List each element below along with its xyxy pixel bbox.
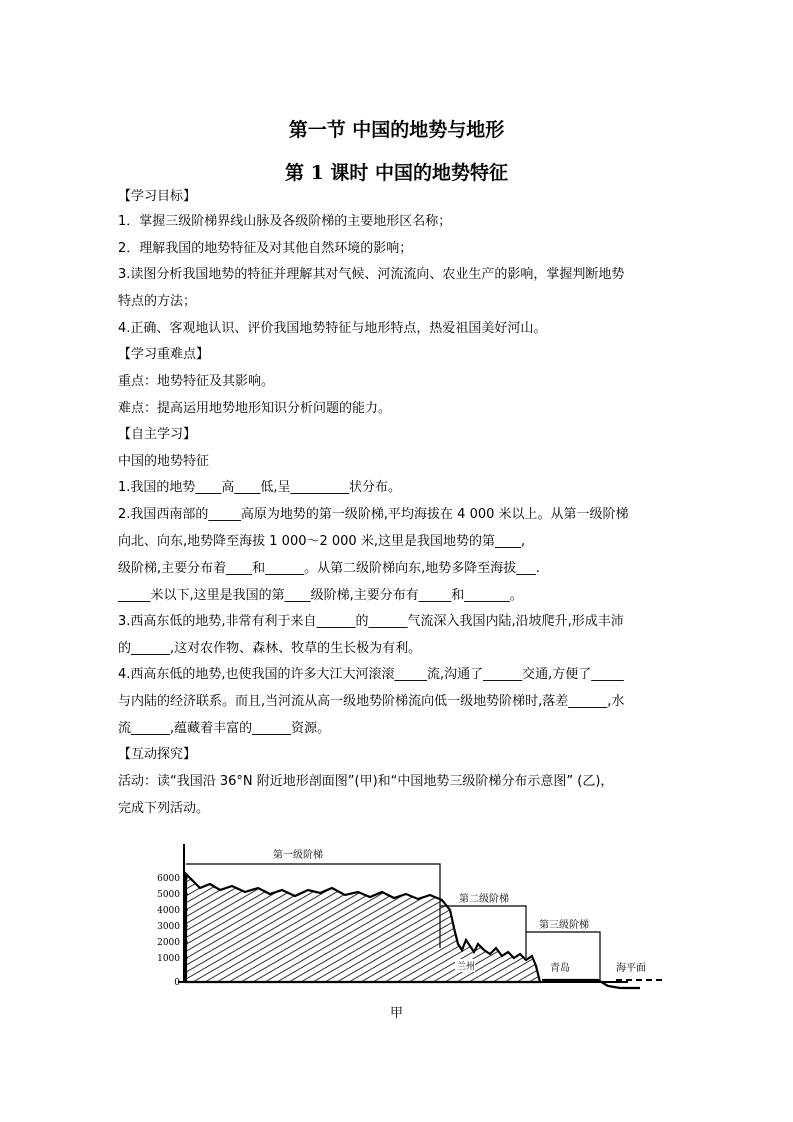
y-tick-labels	[157, 874, 180, 988]
text-line: 难点：提高运用地势地形知识分析问题的能力。	[118, 401, 392, 416]
text-line: 【自主学习】	[118, 427, 197, 442]
text-line: 重点：地势特征及其影响。	[118, 374, 275, 389]
text-line: 特点的方法；	[118, 294, 197, 309]
chapter-title: 第一节 中国的地势与地形	[288, 119, 505, 141]
text-line: 的______,这对农作物、森林、牧草的生长极为有利。	[118, 641, 422, 656]
text-line: 1.我国的地势____高____低,呈_________状分布。	[118, 480, 402, 495]
step3-label: 第三级阶梯	[539, 920, 589, 931]
step2-label: 第二级阶梯	[459, 894, 509, 905]
text-line: 3.西高东低的地势,非常有利于来自______的______气流深入我国内陆,沿坡爬升,形成丰沛	[118, 614, 624, 629]
ytick-6000: 6000	[157, 874, 180, 884]
text-line: 【学习重难点】	[118, 347, 210, 362]
terrain-profile-svg	[150, 840, 670, 1000]
terrain-profile	[186, 874, 540, 982]
text-line: 4.正确、客观地认识、评价我国地势特征与地形特点，热爱祖国美好河山。	[118, 321, 547, 336]
terrain-profile-figure	[150, 840, 670, 1004]
text-line: _____米以下,这里是我国的第____级阶梯,主要分布有_____和_______。	[118, 588, 523, 603]
text-line: 3.读图分析我国地势的特征并理解其对气候、河流流向、农业生产的影响，掌握判断地势	[118, 267, 625, 282]
text-line: 【学习目标】	[118, 189, 197, 204]
step1-label: 第一级阶梯	[273, 850, 323, 861]
text-line: 级阶梯,主要分布着____和______。从第二级阶梯向东,地势多降至海拔___.	[118, 561, 540, 576]
city1-label: 兰州	[457, 962, 476, 972]
text-line: 2．理解我国的地势特征及对其他自然环境的影响；	[118, 241, 413, 256]
ytick-3000: 3000	[157, 922, 180, 932]
city2-label: 青岛	[550, 963, 570, 974]
sea-level-label: 海平面	[616, 963, 646, 974]
text-line: 完成下列活动。	[118, 801, 210, 816]
text-line: 流______,蕴藏着丰富的______资源。	[118, 721, 331, 736]
ytick-2000: 2000	[157, 938, 180, 948]
text-line: 2.我国西南部的_____高原为地势的第一级阶梯,平均海拔在 4 000 米以上。从第一级阶梯	[118, 507, 629, 522]
text-line: 向北、向东,地势降至海拔 1 000～2 000 米,这里是我国地势的第____,	[118, 534, 526, 549]
figure-caption: 甲	[389, 1006, 403, 1021]
text-line: 活动：读“我国沿 36°N 附近地形剖面图”(甲)和“中国地势三级阶梯分布示意图” (乙)，	[118, 774, 614, 789]
lesson-title: 第 1 课时 中国的地势特征	[284, 162, 509, 184]
text-line: 与内陆的经济联系。而且,当河流从高一级地势阶梯流向低一级地势阶梯时,落差______,水	[118, 694, 625, 709]
ytick-5000: 5000	[157, 890, 180, 900]
ytick-0: 0	[174, 978, 180, 988]
ytick-1000: 1000	[157, 954, 180, 964]
text-line: 【互动探究】	[118, 747, 197, 762]
text-line: 中国的地势特征	[118, 454, 210, 469]
text-line: 4.西高东低的地势,也使我国的许多大江大河滚滚_____流,沟通了______交通,方便了_____	[118, 667, 624, 682]
text-line: 1．掌握三级阶梯界线山脉及各级阶梯的主要地形区名称；	[118, 214, 452, 229]
ytick-4000: 4000	[157, 906, 180, 916]
